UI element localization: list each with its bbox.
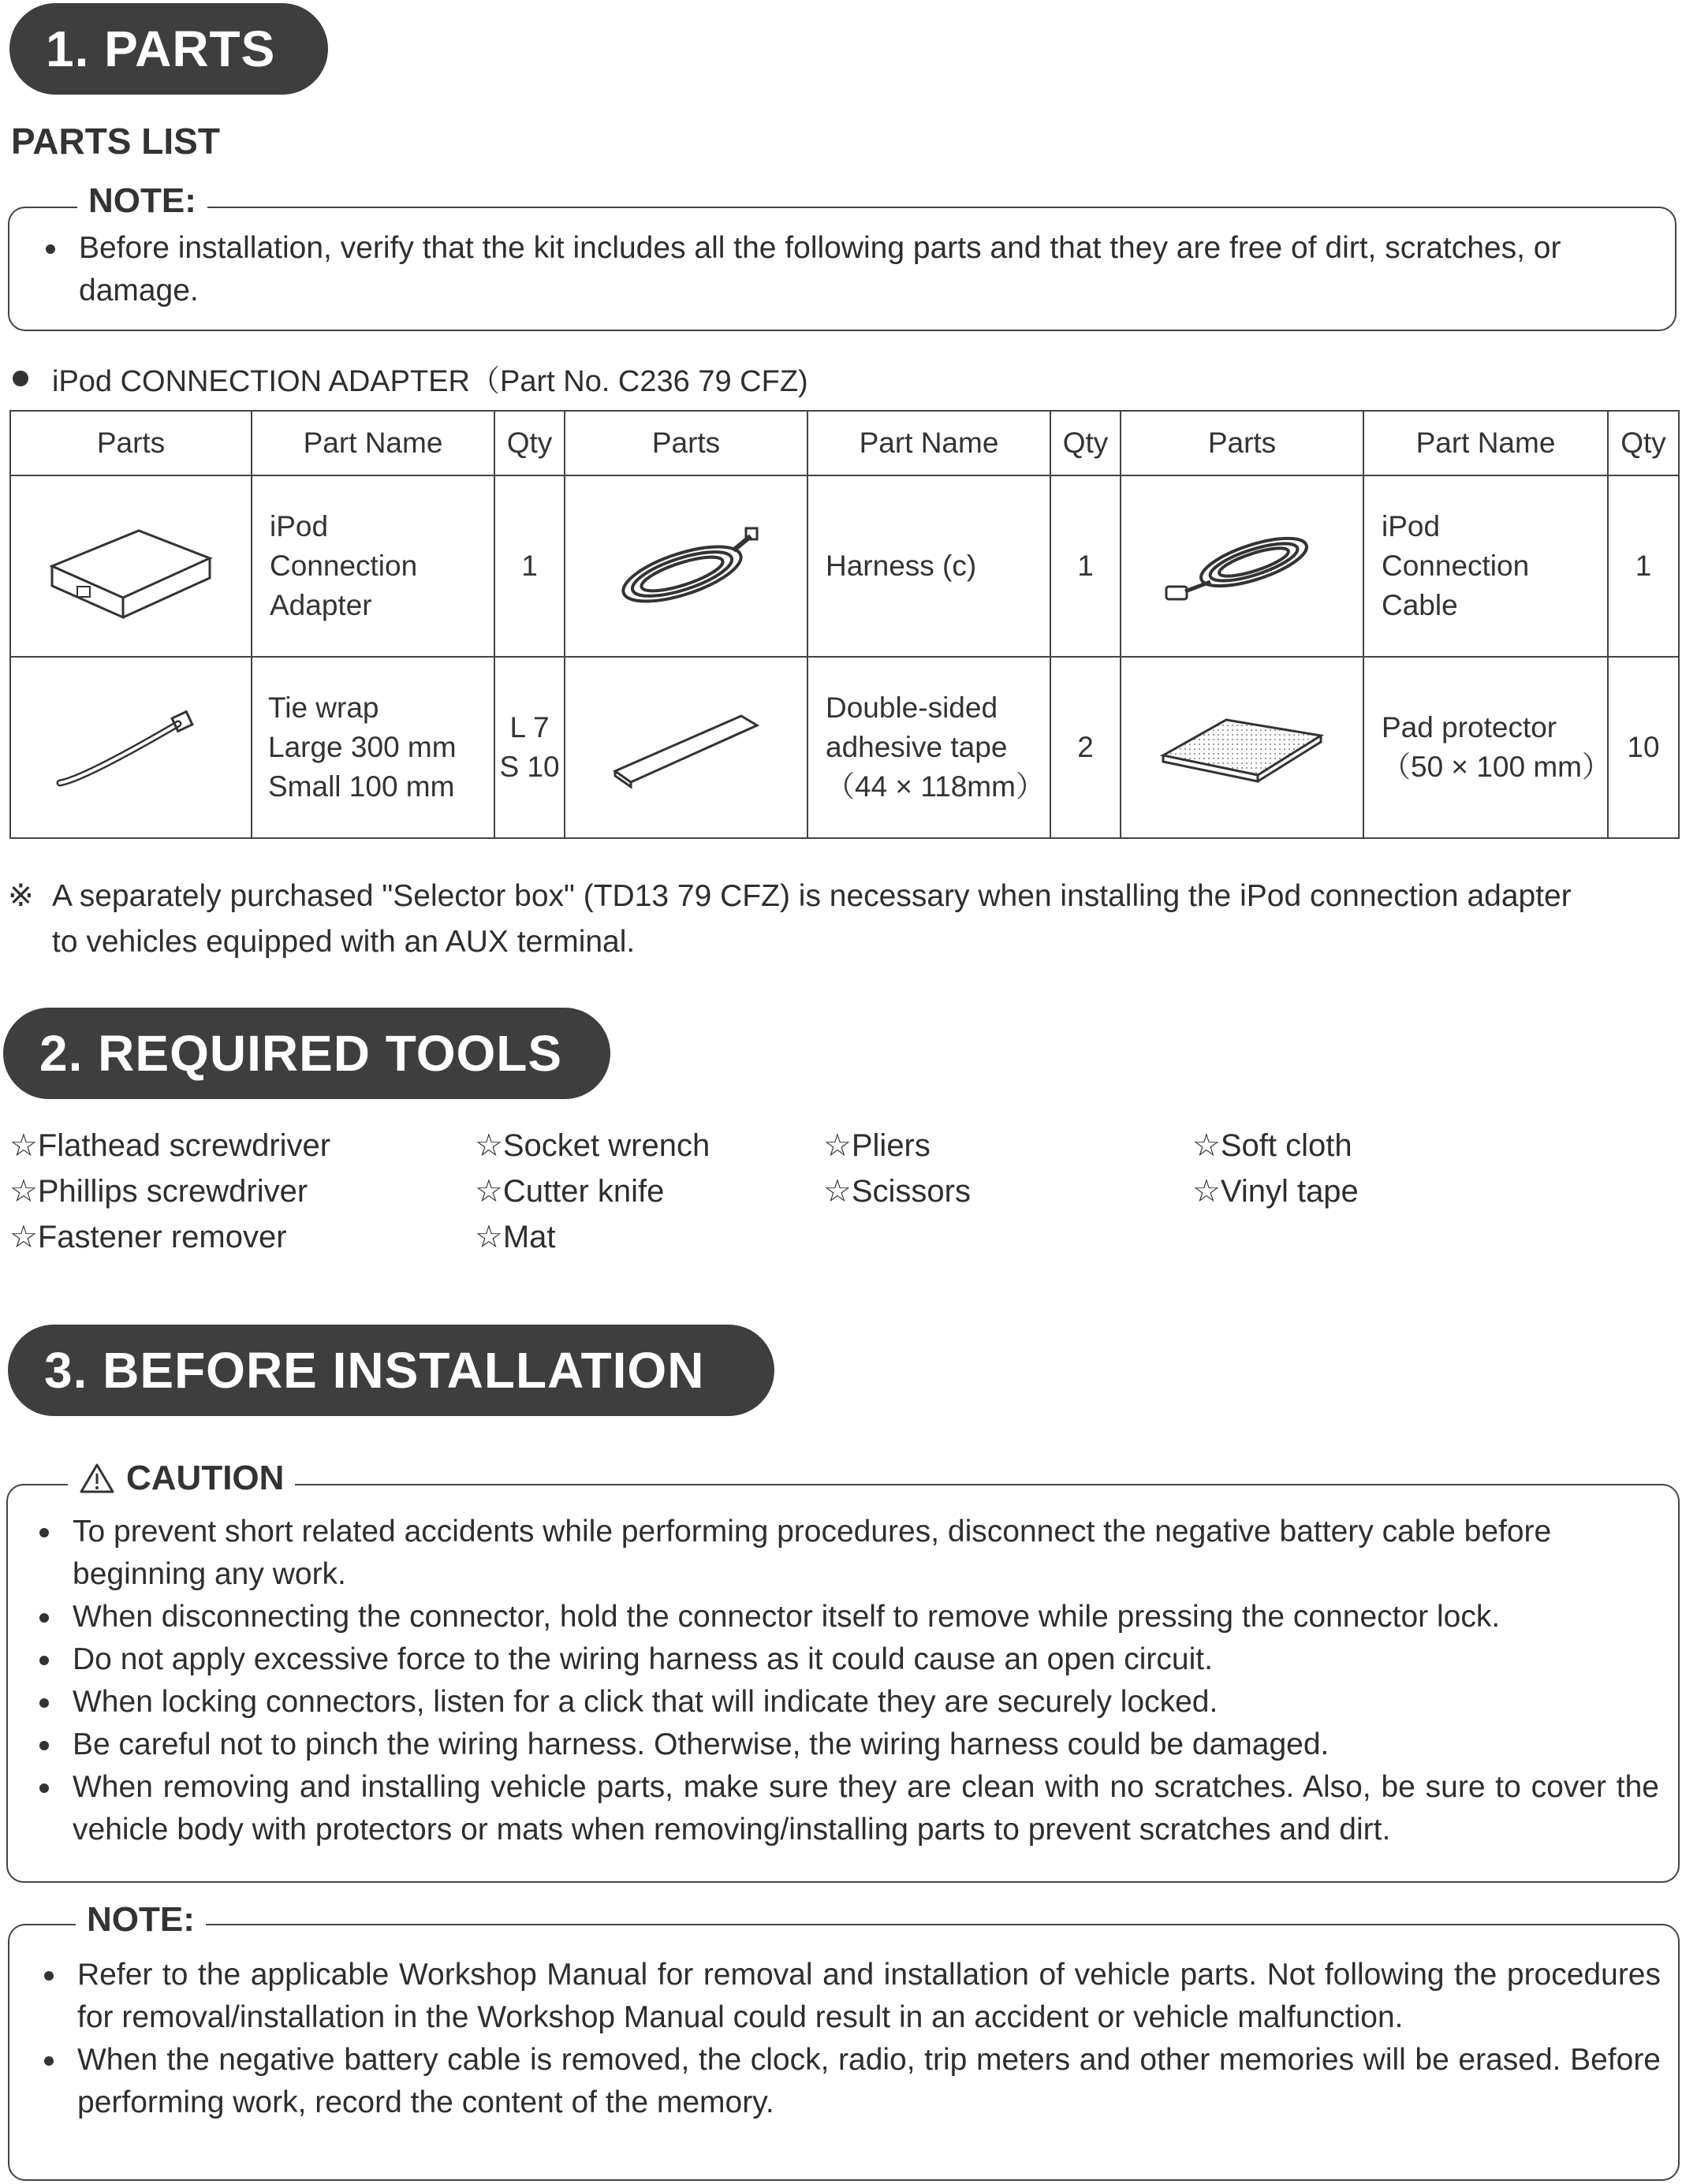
part-picture	[1121, 657, 1363, 838]
tools-column	[823, 1123, 971, 1214]
tools-column	[475, 1123, 710, 1260]
footnote-line: A separately purchased "Selector box" (TD13 79 CFZ) is necessary when installing the iPod connection adapter	[52, 879, 1572, 913]
footnote	[8, 874, 1680, 965]
caution-item: When disconnecting the connector, hold the connector itself to remove while pressing the connector lock.	[11, 1596, 1659, 1638]
harness-icon	[607, 519, 765, 613]
part-name-line: iPod	[1382, 510, 1441, 542]
caution-item: Do not apply excessive force to the wiring harness as it could cause an open circuit.	[11, 1638, 1659, 1681]
part-name-line: Double-sided	[826, 691, 998, 724]
footnote-line: to vehicles equipped with an AUX terminal.	[52, 925, 636, 959]
tool-item: ☆ Mat	[475, 1214, 710, 1260]
part-qty: 1	[1608, 475, 1679, 657]
part-name-line: Connection	[270, 550, 418, 582]
section-title-text: 3. BEFORE INSTALLATION	[44, 1342, 705, 1399]
header-cell: Qty	[1608, 411, 1679, 475]
header-cell: Parts	[565, 411, 807, 475]
tool-item: ☆ Fastener remover	[9, 1214, 330, 1260]
part-name	[1363, 475, 1608, 657]
warning-icon	[79, 1463, 115, 1494]
qty-line: L 7	[509, 711, 550, 744]
caution-list	[11, 1511, 1659, 1851]
reference-mark: ※	[8, 879, 34, 913]
tool-item: ☆ Scissors	[823, 1168, 971, 1214]
qty-line: S 10	[499, 751, 560, 783]
part-picture	[10, 475, 252, 657]
part-name	[807, 657, 1050, 838]
part-name-line: iPod	[270, 510, 329, 542]
section-title-before-installation	[8, 1325, 774, 1416]
part-picture	[565, 475, 807, 657]
part-name-line: adhesive tape	[826, 731, 1008, 763]
note-box	[8, 1900, 1680, 2181]
part-name-line: Large 300 mm	[268, 731, 457, 763]
table-row	[10, 657, 1679, 838]
tool-item: ☆ Flathead screwdriver	[9, 1123, 330, 1168]
part-name-line: Connection	[1382, 550, 1530, 582]
note-item: Before installation, verify that the kit includes all the following parts and that they are free of dirt, scratches, or damage.	[17, 227, 1650, 312]
parts-table	[9, 410, 1680, 839]
part-name-line: Pad protector	[1382, 711, 1557, 744]
part-picture	[10, 657, 252, 838]
part-name: Harness (c)	[807, 475, 1050, 657]
part-name-line: Adapter	[270, 589, 372, 621]
adapter-label: iPod CONNECTION ADAPTER（Part No. C236 79 CFZ)	[52, 365, 808, 398]
section-title-text: 2. REQUIRED TOOLS	[39, 1025, 563, 1082]
note-title: NOTE:	[76, 1900, 206, 1940]
tools-column	[1192, 1123, 1359, 1214]
caution-title	[68, 1459, 295, 1498]
section-title-text: 1. PARTS	[46, 20, 276, 77]
part-qty	[494, 657, 565, 838]
table-row	[10, 475, 1679, 657]
caution-item: When locking connectors, listen for a click that will indicate they are securely locked.	[11, 1681, 1659, 1724]
note-list	[17, 227, 1650, 312]
tie-wrap-icon	[52, 700, 210, 795]
tool-item: ☆ Socket wrench	[475, 1123, 710, 1168]
part-name-line: Small 100 mm	[268, 770, 455, 803]
header-cell: Part Name	[807, 411, 1050, 475]
part-name-line: Tie wrap	[268, 691, 379, 724]
part-qty: 2	[1050, 657, 1121, 838]
header-cell: Part Name	[252, 411, 494, 475]
caution-item: Be careful not to pinch the wiring harness. Otherwise, the wiring harness could be damaged.	[11, 1724, 1659, 1766]
part-name	[252, 475, 494, 657]
tool-item: ☆ Vinyl tape	[1192, 1168, 1359, 1214]
cable-icon	[1155, 519, 1329, 613]
header-cell: Qty	[1050, 411, 1121, 475]
section-title-parts	[9, 3, 328, 95]
tools-column	[9, 1123, 330, 1260]
note-item: Refer to the applicable Workshop Manual for removal and installation of vehicle parts. Not following the procedures for removal/installation in the Workshop Manual could result in an accident or vehicle malfunction.	[16, 1954, 1661, 2039]
part-name-line: Cable	[1382, 589, 1458, 621]
tape-icon	[607, 700, 765, 795]
note-list	[16, 1954, 1661, 2124]
header-cell: Part Name	[1363, 411, 1608, 475]
note-title: NOTE:	[77, 181, 207, 221]
part-qty: 1	[494, 475, 565, 657]
header-cell: Qty	[494, 411, 565, 475]
part-name	[252, 657, 494, 838]
pad-protector-icon	[1155, 700, 1329, 795]
part-qty: 10	[1608, 657, 1679, 838]
adapter-box-icon	[44, 511, 218, 621]
note-item: When the negative battery cable is removed, the clock, radio, trip meters and other memories will be erased. Before performing work, record the content of the memory.	[16, 2039, 1661, 2124]
note-box	[8, 181, 1676, 331]
part-picture	[565, 657, 807, 838]
tool-item: ☆ Soft cloth	[1192, 1123, 1359, 1168]
bullet-icon	[13, 371, 28, 386]
adapter-line	[13, 356, 808, 400]
part-qty: 1	[1050, 475, 1121, 657]
header-cell: Parts	[10, 411, 252, 475]
tool-item: ☆ Cutter knife	[475, 1168, 710, 1214]
header-cell: Parts	[1121, 411, 1363, 475]
table-header-row	[10, 411, 1679, 475]
part-name	[1363, 657, 1611, 838]
section-title-required-tools	[3, 1008, 610, 1099]
parts-list-heading: PARTS LIST	[11, 121, 220, 162]
part-name-line: （44 × 118mm）	[826, 770, 1045, 803]
part-picture	[1121, 475, 1363, 657]
tool-item: ☆ Phillips screwdriver	[9, 1168, 330, 1214]
part-name-line: （50 × 100 mm）	[1382, 751, 1611, 783]
caution-item: When removing and installing vehicle parts, make sure they are clean with no scratches. Also, be sure to cover the vehicle body with protectors or mats when removing/installing parts to prevent scratches and dirt.	[11, 1766, 1659, 1851]
tool-item: ☆ Pliers	[823, 1123, 971, 1168]
caution-box	[6, 1459, 1680, 1883]
caution-title-text: CAUTION	[126, 1459, 285, 1497]
caution-item: To prevent short related accidents while performing procedures, disconnect the negative battery cable before beginning any work.	[11, 1511, 1659, 1596]
